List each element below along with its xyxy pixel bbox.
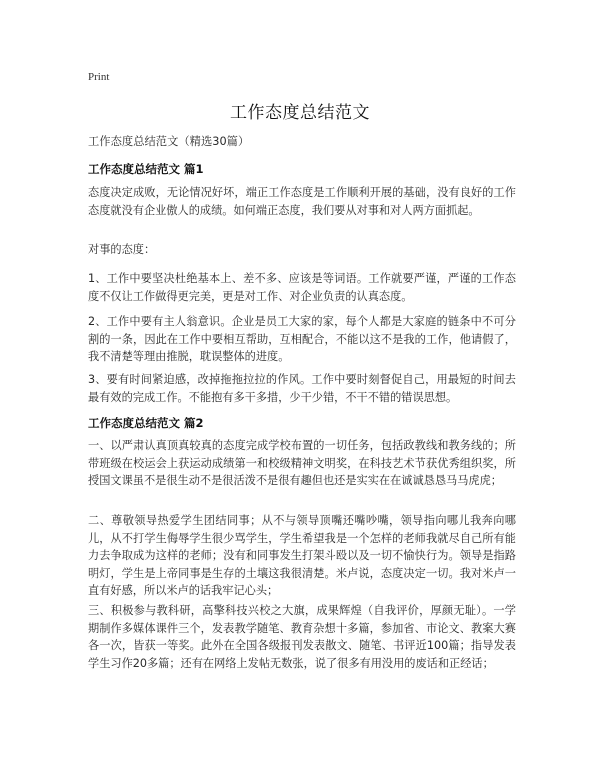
paragraph: 二、尊敬领导热爱学生团结同事；从不与领导顶嘴还嘴吵嘴，领导指向哪儿我奔向哪儿，从不打学生侮辱学生很少骂学生，学生希望我是一个怎样的老师我就尽自己所有能力去争取成为这样的老师；没有和同事发生打架斗殴以及一切不愉快行为。领导是指路明灯，学生是上帝同事是生存的土壤这我很清楚。米卢说，态度决定一切。我对米卢一直有好感，所以米卢的话我牢记心头；	[88, 514, 516, 598]
print-label: Print	[88, 71, 110, 83]
paragraph: 一、以严肃认真顶真较真的态度完成学校布置的一切任务，包括政教线和教务线的；所带班级在校运会上获运动成绩第一和校级精神文明奖，在科技艺术节获优秀组织奖，所授国文课虽不是很生动不是很活泼不是很有趣但也还是实实在在诚诚恳恳马马虎虎；	[88, 439, 516, 488]
paragraph: 1、工作中要坚决杜绝基本上、差不多、应该是等词语。工作就要严谨，严谨的工作态度不仅让工作做得更完美，更是对工作、对企业负责的认真态度。	[88, 272, 516, 303]
paragraph: 对事的态度：	[88, 243, 156, 256]
document-title: 工作态度总结范文	[230, 103, 370, 123]
paragraph: 3、要有时间紧迫感，改掉拖拖拉拉的作风。工作中要时刻督促自己，用最短的时间去最有效的完成工作。不能抱有多干多措，少干少错，不干不错的错误思想。	[88, 373, 516, 404]
paragraph: 2、工作中要有主人翁意识。企业是员工大家的家，每个人都是大家庭的链条中不可分割的一条，因此在工作中要相互帮助，互相配合，不能以这不是我的工作，他请假了，我不清楚等理由推脱，耽误整体的进度。	[88, 315, 516, 364]
paragraph: 三、积极参与教科研，高擎科技兴校之大旗，成果辉煌（自我评价，厚颜无耻）。一学期制作多媒体课件三个，发表教学随笔、教育杂想十多篇，参加省、市论文、教案大赛各一次，皆获一等奖。此外在全国各级报刊发表散文、随笔、书评近100篇；指导发表学生习作20多篇；还有在网络上发帖无数张，说了很多有用没用的废话和正经话；	[88, 604, 516, 670]
section-heading-2: 工作态度总结范文 篇2	[88, 416, 204, 430]
section-heading-1: 工作态度总结范文 篇1	[88, 162, 204, 176]
paragraph: 态度决定成败，无论情况好坏，端正工作态度是工作顺利开展的基础，没有良好的工作态度就没有企业傲人的成绩。如何端正态度，我们要从对事和对人两方面抓起。	[88, 186, 516, 217]
document-subtitle: 工作态度总结范文（精选30篇）	[88, 135, 250, 148]
